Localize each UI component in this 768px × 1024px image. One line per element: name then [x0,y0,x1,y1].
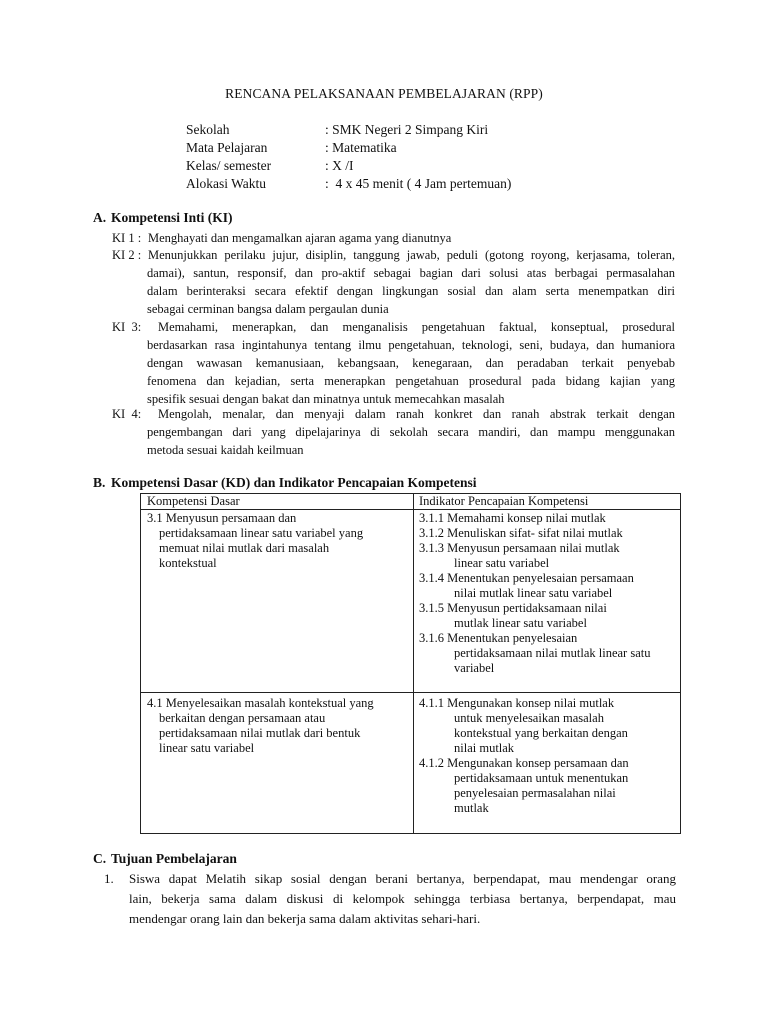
indicator-line: 3.1.5 Menyusun pertidaksamaan nilai [419,601,607,615]
indicator-line: 3.1.2 Menuliskan sifat- sifat nilai mutlak [419,526,623,540]
section-letter: A. [93,210,107,225]
ki-line: spesifik sesuai dengan bakat dan minatnya untuk memecahkan masalah [147,392,505,406]
ki-code: KI 3: [112,320,142,334]
kd-line: kontekstual [159,556,217,570]
identity-label: Alokasi Waktu [186,176,267,191]
indicator-line: penyelesaian permasalahan nilai [454,786,616,800]
kd-line: 3.1 Menyusun persamaan dan [147,511,297,525]
goal-line: Siswa dapat Melatih sikap sosial dengan berani bertanya, berpendapat, mau mendengar orang [129,871,676,886]
section-b-heading [93,475,477,491]
section-a-heading [93,210,233,226]
identity-label: Kelas/ semester [186,158,272,173]
goal-line: mendengar orang lain dan bekerja sama dalam aktivitas sehari-hari. [129,911,481,926]
indicator-line: pertidaksamaan nilai mutlak linear satu [454,646,651,660]
identity-row-subject [186,140,666,158]
ki-line: berdasarkan rasa ingintahunya tentang ilmu pengetahuan, teknologi, seni, budaya, dan humaniora [147,338,675,352]
ki-line: dalam berinteraksi secara efektif dengan lingkungan sosial dan alam serta menempatkan diri [147,284,675,298]
table-header-indicator: Indikator Pencapaian Kompetensi [419,494,589,508]
indicator-line: 4.1.2 Mengunakan konsep persamaan dan [419,756,629,770]
indicator-line: mutlak linear satu variabel [454,616,587,630]
ki-line: Mengolah, menalar, dan menyaji dalam ranah konkret dan ranah abstrak terkait dengan [158,407,675,421]
ki-code: KI 2 : [112,248,142,262]
indicator-line: 4.1.1 Mengunakan konsep nilai mutlak [419,696,615,710]
ki-code: KI 1 : [112,231,142,245]
indicator-line: 3.1.1 Memahami konsep nilai mutlak [419,511,606,525]
indicator-line: mutlak [454,801,489,815]
identity-value: : X /I [325,158,354,173]
table-row-divider [141,692,680,693]
indicator-cell-3-1 [419,511,681,676]
indicator-line: linear satu variabel [454,556,550,570]
indicator-line: nilai mutlak linear satu variabel [454,586,613,600]
table-header-kd: Kompetensi Dasar [147,494,240,508]
ki-line: sebagai cerminan bangsa dalam pergaulan dunia [147,302,389,316]
ki-line: metoda sesuai kaidah keilmuan [147,443,304,457]
identity-label: Mata Pelajaran [186,140,268,155]
section-title: Tujuan Pembelajaran [111,851,237,866]
table-column-divider [413,494,414,833]
kd-table [140,493,681,834]
ki-item-3 [112,318,675,408]
ki-line: fenomena dan kejadian, serta menerapkan pengetahuan prosedural pada bidang kajian yang [147,374,675,388]
ki-item-2 [112,246,675,318]
kd-line: memuat nilai mutlak dari masalah [159,541,330,555]
ki-line: dengan wawasan kemanusiaan, kebangsaan, kenegaraan, dan peradaban terkait penyebab [147,356,675,370]
ki-code: KI 4: [112,407,142,421]
goal-number: 1. [104,871,114,886]
indicator-line: kontekstual yang berkaitan dengan [454,726,628,740]
indicator-line: pertidaksamaan untuk menentukan [454,771,629,785]
indicator-line: variabel [454,661,495,675]
indicator-line: nilai mutlak [454,741,515,755]
indicator-cell-4-1 [419,696,681,816]
section-title: Kompetensi Dasar (KD) dan Indikator Pencapaian Kompetensi [111,475,477,490]
ki-line: damai), santun, responsif, dan pro-aktif sebagai bagian dari solusi atas berbagai permasalahan [147,266,675,280]
goal-item-1 [104,869,676,929]
indicator-line: untuk menyelesaikan masalah [454,711,604,725]
ki-line: pengembangan dari yang dipelajarinya di sekolah secara mandiri, dan mampu menggunakan [147,425,675,439]
identity-value: : 4 x 45 menit ( 4 Jam pertemuan) [325,176,512,191]
kd-line: linear satu variabel [159,741,255,755]
section-c-heading [93,851,237,867]
identity-value: : SMK Negeri 2 Simpang Kiri [325,122,489,137]
kd-cell-4-1 [147,696,409,756]
indicator-line: 3.1.4 Menentukan penyelesaian persamaan [419,571,634,585]
identity-row-school [186,122,666,140]
table-header-divider [141,509,680,510]
indicator-line: 3.1.6 Menentukan penyelesaian [419,631,578,645]
kd-line: pertidaksamaan nilai mutlak dari bentuk [159,726,361,740]
identity-row-time [186,176,666,194]
section-letter: C. [93,851,107,866]
document-title: RENCANA PELAKSANAAN PEMBELAJARAN (RPP) [225,86,543,101]
ki-item-1 [112,229,675,247]
ki-line: Memahami, menerapkan, dan menganalisis pengetahuan faktual, konseptual, prosedural [158,320,675,334]
section-letter: B. [93,475,106,490]
ki-line: Menunjukkan perilaku jujur, disiplin, tanggung jawab, peduli (gotong royong, kerjasama, toleran, [148,248,675,262]
section-title: Kompetensi Inti (KI) [111,210,233,225]
identity-row-class [186,158,666,176]
kd-cell-3-1 [147,511,409,571]
kd-line: berkaitan dengan persamaan atau [159,711,326,725]
identity-label: Sekolah [186,122,230,137]
kd-line: pertidaksamaan linear satu variabel yang [159,526,364,540]
identity-value: : Matematika [325,140,397,155]
ki-line: Menghayati dan mengamalkan ajaran agama yang dianutnya [148,231,452,245]
kd-line: 4.1 Menyelesaikan masalah kontekstual yang [147,696,374,710]
indicator-line: 3.1.3 Menyusun persamaan nilai mutlak [419,541,620,555]
goal-line: lain, bekerja sama dalam diskusi di kelompok sehingga terbiasa bertanya, berpendapat, mau [129,891,676,906]
ki-item-4 [112,405,675,459]
